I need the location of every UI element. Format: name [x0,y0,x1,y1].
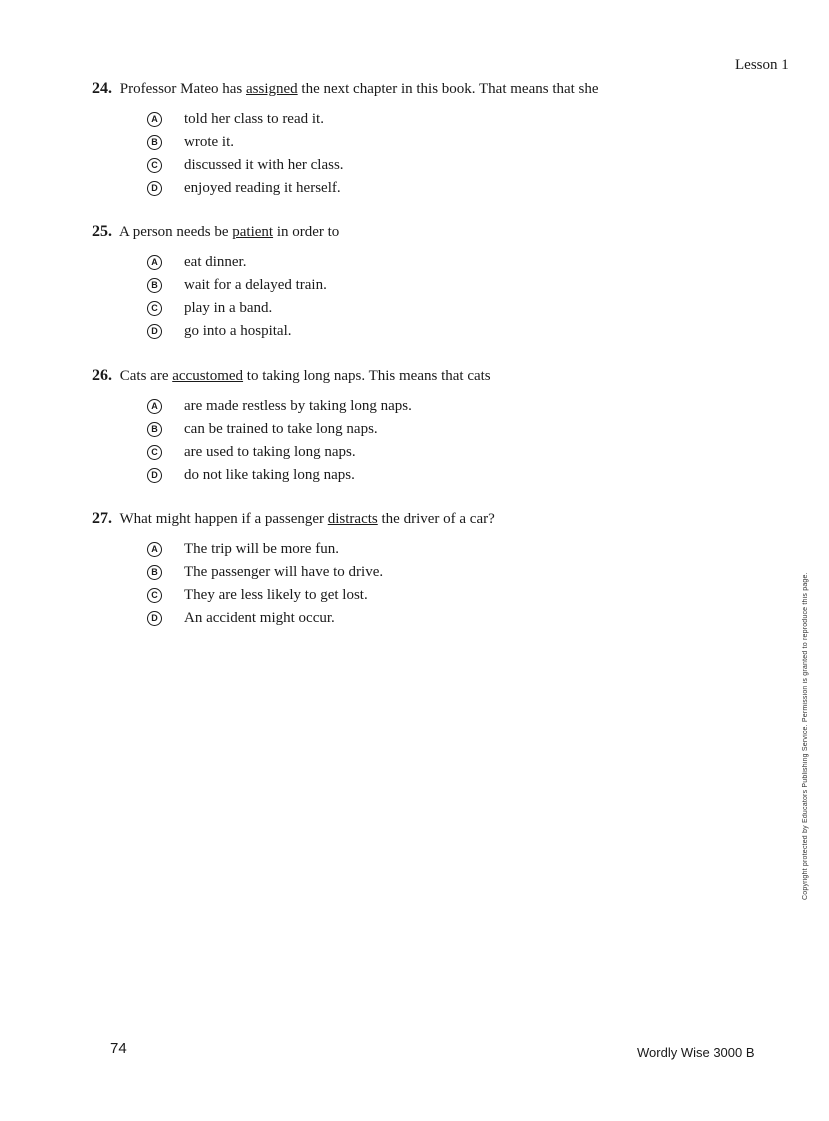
choice-a[interactable] [147,538,495,561]
answer-choices [92,251,339,343]
choice-b[interactable] [147,418,491,441]
vocab-word: distracts [327,511,378,527]
choice-text: play in a band. [184,300,273,316]
choice-b[interactable] [147,561,495,584]
question-number: 26. [92,367,112,384]
copyright-text: Copyright protected by Educators Publishing Service. Permission is granted to reproduce this page. [802,572,809,900]
answer-bubble-icon[interactable]: D [147,181,162,196]
question-text: Professor Mateo has assigned the next chapter in this book. That means that she [119,81,599,97]
book-title: Wordly Wise 3000 B [637,1045,755,1060]
question-stem [92,80,599,98]
choice-text: enjoyed reading it herself. [184,180,341,196]
choice-text: are made restless by taking long naps. [184,398,412,414]
vocab-word: assigned [245,81,298,97]
choice-c[interactable] [147,584,495,607]
choice-text: An accident might occur. [184,610,335,626]
answer-bubble-icon[interactable]: C [147,445,162,460]
question-25 [92,223,339,343]
choice-a[interactable] [147,251,339,274]
answer-bubble-icon[interactable]: B [147,135,162,150]
choice-text: do not like taking long naps. [184,467,355,483]
choice-c[interactable] [147,441,491,464]
answer-choices [92,395,491,487]
choice-text: The passenger will have to drive. [184,564,384,580]
copyright-notice [802,530,812,900]
choice-b[interactable] [147,274,339,297]
vocab-word: accustomed [172,368,244,384]
question-stem [92,510,495,528]
question-text: A person needs be patient in order to [118,224,340,240]
page-number: 74 [110,1040,127,1057]
question-stem [92,223,339,241]
choice-d[interactable] [147,464,491,487]
choice-text: The trip will be more fun. [184,541,339,557]
answer-bubble-icon[interactable]: B [147,278,162,293]
answer-bubble-icon[interactable]: D [147,611,162,626]
answer-bubble-icon[interactable]: B [147,565,162,580]
answer-bubble-icon[interactable]: B [147,422,162,437]
choice-d[interactable] [147,320,339,343]
vocab-word: patient [232,224,274,240]
question-number: 25. [92,223,112,240]
choice-text: discussed it with her class. [184,157,344,173]
choice-text: eat dinner. [184,254,247,270]
choice-d[interactable] [147,607,495,630]
choice-text: go into a hospital. [184,323,292,339]
answer-bubble-icon[interactable]: A [147,542,162,557]
question-27 [92,510,495,630]
answer-bubble-icon[interactable]: C [147,301,162,316]
choice-text: can be trained to take long naps. [184,421,378,437]
choice-a[interactable] [147,108,599,131]
answer-choices [92,108,599,200]
answer-bubble-icon[interactable]: A [147,112,162,127]
question-text: What might happen if a passenger distracts the driver of a car? [119,511,495,527]
choice-text: wrote it. [184,134,234,150]
choice-c[interactable] [147,297,339,320]
lesson-label: Lesson 1 [735,57,789,73]
choice-a[interactable] [147,395,491,418]
choice-text: are used to taking long naps. [184,444,356,460]
question-24 [92,80,599,200]
choice-d[interactable] [147,177,599,200]
answer-bubble-icon[interactable]: D [147,468,162,483]
question-number: 24. [92,80,112,97]
question-stem [92,367,491,385]
choice-text: wait for a delayed train. [184,277,327,293]
answer-bubble-icon[interactable]: C [147,158,162,173]
question-text: Cats are accustomed to taking long naps. This means that cats [119,368,491,384]
answer-bubble-icon[interactable]: A [147,399,162,414]
answer-choices [92,538,495,630]
choice-c[interactable] [147,154,599,177]
answer-bubble-icon[interactable]: A [147,255,162,270]
choice-b[interactable] [147,131,599,154]
question-26 [92,367,491,487]
answer-bubble-icon[interactable]: D [147,324,162,339]
answer-bubble-icon[interactable]: C [147,588,162,603]
choice-text: They are less likely to get lost. [184,587,368,603]
question-number: 27. [92,510,112,527]
choice-text: told her class to read it. [184,111,324,127]
